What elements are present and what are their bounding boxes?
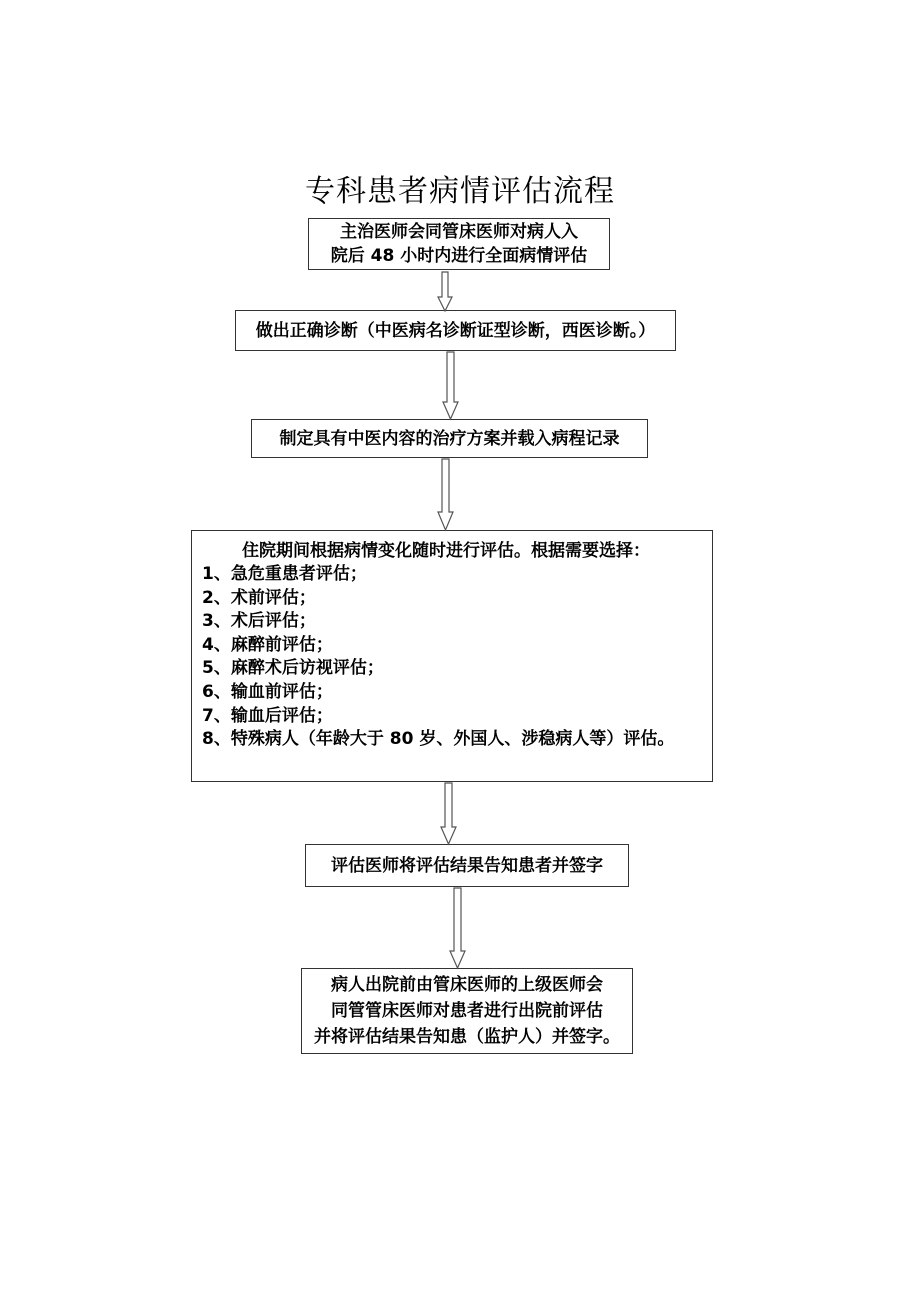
step-initial-assessment-box: [308, 218, 610, 270]
step-text-line: 制定具有中医内容的治疗方案并载入病程记录: [279, 428, 620, 449]
step-diagnosis-box: [235, 310, 676, 351]
step-text-line: 病人出院前由管床医师的上级医师会: [331, 975, 603, 995]
step-inpatient-assessment-box: [191, 530, 713, 782]
assessment-option-item: 7、输血后评估；: [202, 705, 333, 726]
assessment-option-item: 4、麻醉前评估；: [202, 634, 333, 655]
arrow-down-icon: [450, 888, 465, 968]
assessment-option-item: 6、输血前评估；: [202, 681, 333, 702]
assessment-option-item: 3、术后评估；: [202, 611, 316, 632]
step-treatment-plan-box: [251, 419, 648, 458]
arrow-down-icon: [438, 272, 452, 311]
step-inform-patient-box: [305, 844, 629, 887]
step-text-line: 并将评估结果告知患（监护人）并签字。: [314, 1027, 620, 1047]
step-text-line: 同管管床医师对患者进行出院前评估: [331, 1001, 603, 1021]
step-discharge-assessment-box: [301, 968, 633, 1054]
step-text-line: 做出正确诊断（中医病名诊断证型诊断，西医诊断。）: [255, 320, 656, 341]
step-text-line: 主治医师会同管床医师对病人入: [340, 222, 578, 242]
page-title: 专科患者病情评估流程: [305, 174, 615, 209]
step-heading: 住院期间根据病情变化随时进行评估。根据需要选择：: [242, 541, 650, 561]
assessment-option-item: 5、麻醉术后访视评估；: [202, 658, 384, 679]
assessment-option-item: 2、术前评估；: [202, 587, 316, 608]
arrow-down-icon: [443, 352, 458, 419]
arrow-down-icon: [441, 783, 456, 844]
step-text-line: 院后 48 小时内进行全面病情评估: [330, 246, 588, 266]
arrow-down-icon: [438, 459, 453, 530]
step-text-line: 评估医师将评估结果告知患者并签字: [331, 855, 603, 876]
assessment-option-item: 8、特殊病人（年龄大于 80 岁、外国人、涉稳病人等）评估。: [202, 729, 675, 750]
assessment-option-item: 1、急危重患者评估；: [202, 564, 367, 584]
